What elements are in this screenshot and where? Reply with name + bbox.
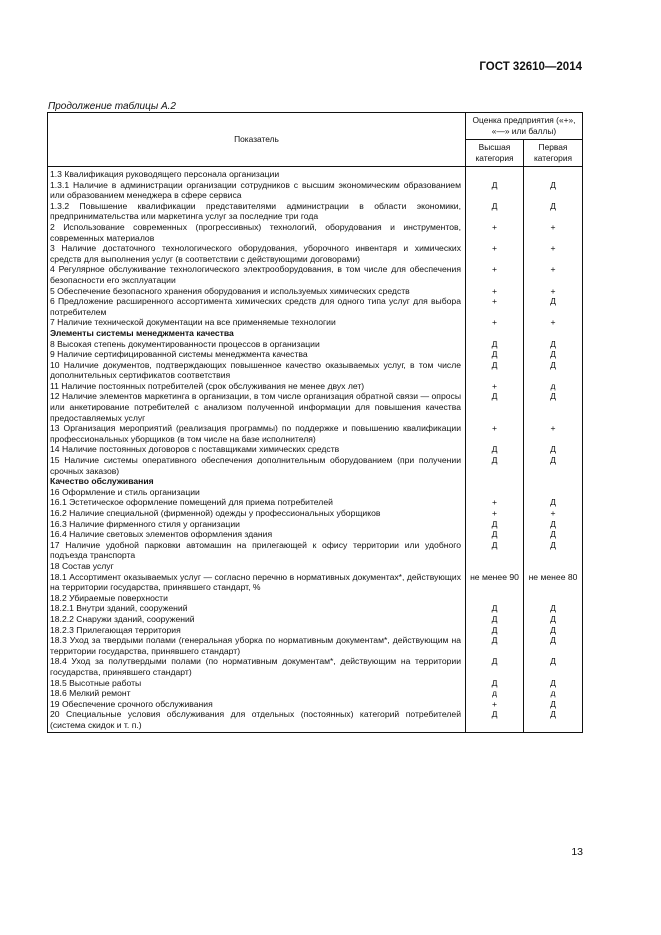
high-category-cell: д <box>466 688 524 699</box>
high-category-cell <box>466 167 524 180</box>
indicator-cell: 2 Использование современных (прогрессивных) технологий, оборудования и инструментов, современных материалов <box>48 222 466 243</box>
indicator-cell: Качество обслуживания <box>48 476 466 487</box>
first-category-cell: д <box>524 381 583 392</box>
table-row <box>48 360 583 381</box>
table-row <box>48 391 583 423</box>
high-category-cell: Д <box>466 678 524 689</box>
table-row <box>48 635 583 656</box>
table-row <box>48 296 583 317</box>
table-row <box>48 264 583 285</box>
indicator-cell: 18.6 Мелкий ремонт <box>48 688 466 699</box>
first-category-header: Первая категория <box>524 140 583 167</box>
indicator-cell: 7 Наличие технической документации на все применяемые технологии <box>48 317 466 328</box>
table-row <box>48 243 583 264</box>
first-category-cell: Д <box>524 699 583 710</box>
high-category-cell: Д <box>466 201 524 222</box>
high-category-cell: Д <box>466 635 524 656</box>
high-category-cell: Д <box>466 349 524 360</box>
table-row <box>48 487 583 498</box>
high-category-cell: + <box>466 699 524 710</box>
indicator-cell: 16.2 Наличие специальной (фирменной) одежды у профессиональных уборщиков <box>48 508 466 519</box>
first-category-cell: д <box>524 688 583 699</box>
first-category-cell: Д <box>524 444 583 455</box>
first-category-cell <box>524 167 583 180</box>
indicator-cell: 6 Предложение расширенного ассортимента химических средств для одного типа услуг для выбора потребителем <box>48 296 466 317</box>
indicator-cell: 10 Наличие документов, подтверждающих повышенное качество оказываемых услуг, в том числе дополнительных сертификатов соответствия <box>48 360 466 381</box>
indicator-cell: 15 Наличие системы оперативного обеспечения дополнительным оборудованием (при получении срочных заказов) <box>48 455 466 476</box>
high-category-cell: Д <box>466 709 524 733</box>
high-category-cell: не менее 90 <box>466 572 524 593</box>
table-row <box>48 201 583 222</box>
indicator-cell: 18 Состав услуг <box>48 561 466 572</box>
indicator-cell: 18.2.1 Внутри зданий, сооружений <box>48 603 466 614</box>
first-category-cell: + <box>524 286 583 297</box>
indicator-cell: 16.1 Эстетическое оформление помещений для приема потребителей <box>48 497 466 508</box>
high-category-cell <box>466 328 524 339</box>
high-category-cell: + <box>466 222 524 243</box>
first-category-cell: Д <box>524 349 583 360</box>
first-category-cell: + <box>524 264 583 285</box>
high-category-cell: + <box>466 381 524 392</box>
high-category-cell: Д <box>466 625 524 636</box>
first-category-cell <box>524 561 583 572</box>
table-row <box>48 423 583 444</box>
first-category-cell: Д <box>524 391 583 423</box>
high-category-cell: + <box>466 296 524 317</box>
indicator-cell: 1.3.1 Наличие в администрации организации сотрудников с высшим экономическим образованием или образованием менеджера в сфере сервиса <box>48 180 466 201</box>
first-category-cell: + <box>524 222 583 243</box>
first-category-cell: + <box>524 317 583 328</box>
high-category-cell: + <box>466 317 524 328</box>
table-row <box>48 222 583 243</box>
indicator-cell: 19 Обеспечение срочного обслуживания <box>48 699 466 710</box>
table-row <box>48 561 583 572</box>
first-category-cell: Д <box>524 603 583 614</box>
first-category-cell: + <box>524 243 583 264</box>
indicator-cell: 14 Наличие постоянных договоров с поставщиками химических средств <box>48 444 466 455</box>
indicator-cell: 18.3 Уход за твердыми полами (генеральная уборка по нормативным документам*, действующим на территории государства, принявшего стандарт) <box>48 635 466 656</box>
first-category-cell: + <box>524 423 583 444</box>
high-category-cell: Д <box>466 540 524 561</box>
section-heading-row <box>48 328 583 339</box>
indicator-cell: 20 Специальные условия обслуживания для отдельных (постоянных) категорий потребителей (система скидок и т. п.) <box>48 709 466 733</box>
indicator-cell: 18.5 Высотные работы <box>48 678 466 689</box>
table-row <box>48 572 583 593</box>
indicator-cell: 16.4 Наличие световых элементов оформления здания <box>48 529 466 540</box>
indicator-cell: 3 Наличие достаточного технологического оборудования, уборочного инвентаря и химических средств для выполнения услуг (в соответствии с действующими договорами) <box>48 243 466 264</box>
first-category-cell <box>524 487 583 498</box>
standard-designation: ГОСТ 32610—2014 <box>479 61 582 73</box>
high-category-cell: + <box>466 286 524 297</box>
table-row <box>48 699 583 710</box>
first-category-cell: + <box>524 508 583 519</box>
indicator-cell: 13 Организация мероприятий (реализация программы) по поддержке и повышению квалификации профессиональных уборщиков (в том числе на базе исполнителя) <box>48 423 466 444</box>
first-category-cell: Д <box>524 614 583 625</box>
first-category-cell: Д <box>524 201 583 222</box>
indicator-cell: 18.1 Ассортимент оказываемых услуг — согласно перечню в нормативных документах*, действующих на территории государства, принявшего стандарт, % <box>48 572 466 593</box>
first-category-cell: не менее 80 <box>524 572 583 593</box>
first-category-cell: Д <box>524 497 583 508</box>
indicator-cell: 4 Регулярное обслуживание технологического электрооборудования, в том числе для обеспечения безопасности его эксплуатации <box>48 264 466 285</box>
high-category-cell <box>466 593 524 604</box>
indicator-cell: 11 Наличие постоянных потребителей (срок обслуживания не менее двух лет) <box>48 381 466 392</box>
indicator-cell: 16.3 Наличие фирменного стиля у организации <box>48 519 466 530</box>
high-category-cell: Д <box>466 455 524 476</box>
table-row <box>48 688 583 699</box>
high-category-cell: Д <box>466 391 524 423</box>
high-category-cell: + <box>466 423 524 444</box>
first-category-cell: Д <box>524 540 583 561</box>
table-row <box>48 678 583 689</box>
high-category-cell <box>466 561 524 572</box>
table-row <box>48 603 583 614</box>
high-category-cell: Д <box>466 603 524 614</box>
first-category-cell: Д <box>524 360 583 381</box>
indicator-cell: 18.4 Уход за полутвердыми полами (по нормативным документам*, действующим на территории государства, принявшего стандарт) <box>48 656 466 677</box>
first-category-cell: Д <box>524 180 583 201</box>
first-category-cell: Д <box>524 455 583 476</box>
first-category-cell <box>524 328 583 339</box>
section-heading-row <box>48 476 583 487</box>
table-row <box>48 167 583 180</box>
indicator-cell: 17 Наличие удобной парковки автомашин на прилегающей к офису территории или удобного подъезда транспорта <box>48 540 466 561</box>
indicator-cell: 18.2.3 Прилегающая территория <box>48 625 466 636</box>
table-row <box>48 625 583 636</box>
page-number: 13 <box>571 846 583 858</box>
first-category-cell <box>524 476 583 487</box>
indicator-column-header: Показатель <box>48 113 466 167</box>
first-category-cell <box>524 593 583 604</box>
table-row <box>48 529 583 540</box>
table-row <box>48 317 583 328</box>
high-category-cell <box>466 476 524 487</box>
table-row <box>48 497 583 508</box>
first-category-cell: Д <box>524 296 583 317</box>
table-row <box>48 455 583 476</box>
table-row <box>48 656 583 677</box>
high-category-cell: Д <box>466 656 524 677</box>
table-row <box>48 508 583 519</box>
table-row <box>48 349 583 360</box>
table-row <box>48 709 583 733</box>
table-row <box>48 593 583 604</box>
assessment-column-header: Оценка предприятия («+», «—» или баллы) <box>466 113 583 140</box>
table-row <box>48 540 583 561</box>
high-category-cell: Д <box>466 180 524 201</box>
indicator-cell: 1.3 Квалификация руководящего персонала организации <box>48 167 466 180</box>
indicator-cell: 18.2.2 Снаружи зданий, сооружений <box>48 614 466 625</box>
first-category-cell: Д <box>524 625 583 636</box>
table-row <box>48 339 583 350</box>
high-category-cell: Д <box>466 444 524 455</box>
table-continuation-caption: Продолжение таблицы А.2 <box>48 101 176 112</box>
first-category-cell: Д <box>524 678 583 689</box>
table-row <box>48 286 583 297</box>
high-category-cell: Д <box>466 519 524 530</box>
indicator-cell: 12 Наличие элементов маркетинга в организации, в том числе организация обратной связи — опросы или анкетирование потребителей с анализом полученной информации для повышения качества предоставляемых услуг <box>48 391 466 423</box>
high-category-cell: + <box>466 264 524 285</box>
table-row <box>48 444 583 455</box>
high-category-cell: Д <box>466 614 524 625</box>
table-body <box>48 167 583 733</box>
high-category-cell: Д <box>466 529 524 540</box>
indicator-cell: 16 Оформление и стиль организации <box>48 487 466 498</box>
table-row <box>48 614 583 625</box>
indicator-cell: 1.3.2 Повышение квалификации представителями администрации в области экономики, предпринимательства или маркетинга услуг за последние три года <box>48 201 466 222</box>
first-category-cell: Д <box>524 656 583 677</box>
indicator-cell: 9 Наличие сертифицированной системы менеджмента качества <box>48 349 466 360</box>
table-row <box>48 519 583 530</box>
assessment-table <box>47 112 583 733</box>
table-row <box>48 381 583 392</box>
indicator-cell: Элементы системы менеджмента качества <box>48 328 466 339</box>
high-category-cell: + <box>466 508 524 519</box>
indicator-cell: 5 Обеспечение безопасного хранения оборудования и используемых химических средств <box>48 286 466 297</box>
high-category-cell: + <box>466 243 524 264</box>
indicator-cell: 18.2 Убираемые поверхности <box>48 593 466 604</box>
high-category-cell: Д <box>466 339 524 350</box>
first-category-cell: Д <box>524 529 583 540</box>
high-category-cell: Д <box>466 360 524 381</box>
indicator-cell: 8 Высокая степень документированности процессов в организации <box>48 339 466 350</box>
table-row <box>48 180 583 201</box>
first-category-cell: Д <box>524 709 583 733</box>
first-category-cell: Д <box>524 339 583 350</box>
first-category-cell: Д <box>524 635 583 656</box>
high-category-cell <box>466 487 524 498</box>
high-category-cell: + <box>466 497 524 508</box>
first-category-cell: Д <box>524 519 583 530</box>
high-category-header: Высшая категория <box>466 140 524 167</box>
